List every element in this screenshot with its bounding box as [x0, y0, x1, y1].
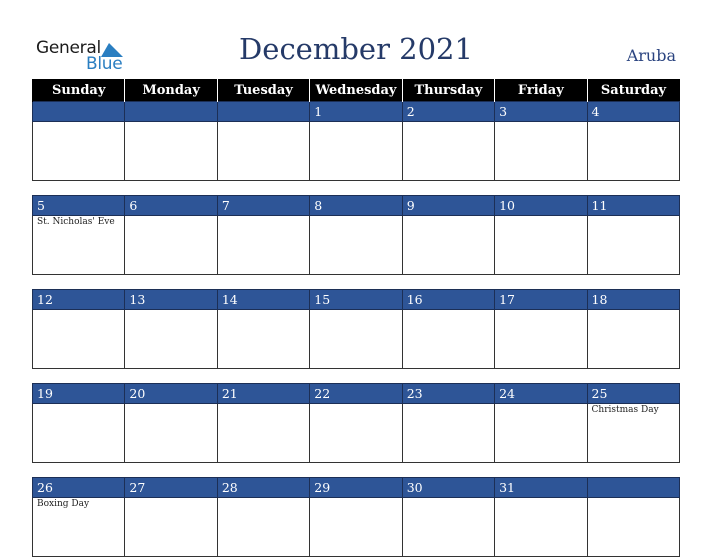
day-cell — [310, 122, 402, 181]
day-number: 8 — [310, 196, 402, 216]
day-cell — [217, 404, 309, 463]
weekday-header: Tuesday — [217, 79, 309, 102]
day-number: 16 — [402, 290, 494, 310]
weekday-header: Sunday — [33, 79, 125, 102]
day-cell — [495, 404, 587, 463]
week-number-row — [33, 478, 680, 498]
day-cell — [125, 404, 217, 463]
day-cell — [125, 216, 217, 275]
day-number: 12 — [33, 290, 125, 310]
day-cell — [587, 498, 679, 557]
holiday-label: Christmas Day — [587, 404, 679, 463]
day-cell — [495, 122, 587, 181]
day-number: 7 — [217, 196, 309, 216]
day-number: 9 — [402, 196, 494, 216]
weekday-header: Monday — [125, 79, 217, 102]
calendar-grid — [32, 79, 680, 557]
day-cell — [217, 122, 309, 181]
day-number: 30 — [402, 478, 494, 498]
logo-text-general: General — [36, 38, 101, 58]
day-number — [217, 102, 309, 122]
holiday-label: Boxing Day — [33, 498, 125, 557]
day-cell — [587, 122, 679, 181]
day-cell — [495, 216, 587, 275]
day-cell — [495, 310, 587, 369]
holiday-label: St. Nicholas' Eve — [33, 216, 125, 275]
day-number — [125, 102, 217, 122]
day-cell — [217, 310, 309, 369]
day-cell — [587, 216, 679, 275]
day-number: 5 — [33, 196, 125, 216]
day-cell — [310, 498, 402, 557]
day-number: 3 — [495, 102, 587, 122]
week-number-row — [33, 290, 680, 310]
day-number: 26 — [33, 478, 125, 498]
week-event-row — [33, 498, 680, 557]
day-cell — [217, 498, 309, 557]
day-number: 20 — [125, 384, 217, 404]
week-event-row — [33, 122, 680, 181]
day-cell — [402, 498, 494, 557]
day-number: 14 — [217, 290, 309, 310]
day-number: 15 — [310, 290, 402, 310]
logo-text-blue: Blue — [86, 54, 123, 74]
day-number: 27 — [125, 478, 217, 498]
day-cell — [125, 310, 217, 369]
day-cell — [402, 404, 494, 463]
day-cell — [217, 216, 309, 275]
weekday-header: Friday — [495, 79, 587, 102]
weekday-header-row — [33, 79, 680, 102]
day-number: 1 — [310, 102, 402, 122]
day-number: 23 — [402, 384, 494, 404]
day-number: 13 — [125, 290, 217, 310]
day-cell — [310, 216, 402, 275]
day-number: 11 — [587, 196, 679, 216]
weekday-header: Wednesday — [310, 79, 402, 102]
day-number: 2 — [402, 102, 494, 122]
day-cell — [402, 310, 494, 369]
day-number: 28 — [217, 478, 309, 498]
week-number-row — [33, 196, 680, 216]
day-cell — [125, 122, 217, 181]
day-number: 18 — [587, 290, 679, 310]
day-number: 4 — [587, 102, 679, 122]
day-number: 21 — [217, 384, 309, 404]
day-cell — [495, 498, 587, 557]
week-event-row — [33, 216, 680, 275]
day-cell — [402, 216, 494, 275]
day-number: 22 — [310, 384, 402, 404]
day-cell — [33, 310, 125, 369]
week-event-row — [33, 310, 680, 369]
day-cell — [310, 404, 402, 463]
day-number: 25 — [587, 384, 679, 404]
weekday-header: Saturday — [587, 79, 679, 102]
day-cell — [33, 404, 125, 463]
weekday-header: Thursday — [402, 79, 494, 102]
day-cell — [587, 310, 679, 369]
day-number — [33, 102, 125, 122]
day-cell — [125, 498, 217, 557]
day-number — [587, 478, 679, 498]
day-number: 6 — [125, 196, 217, 216]
page-title: December 2021 — [239, 32, 473, 66]
day-cell — [402, 122, 494, 181]
week-event-row — [33, 404, 680, 463]
week-number-row — [33, 102, 680, 122]
day-cell — [33, 122, 125, 181]
day-number: 29 — [310, 478, 402, 498]
day-cell — [310, 310, 402, 369]
week-number-row — [33, 384, 680, 404]
day-number: 10 — [495, 196, 587, 216]
country-label: Aruba — [626, 46, 676, 65]
day-number: 31 — [495, 478, 587, 498]
day-number: 17 — [495, 290, 587, 310]
day-number: 24 — [495, 384, 587, 404]
day-number: 19 — [33, 384, 125, 404]
